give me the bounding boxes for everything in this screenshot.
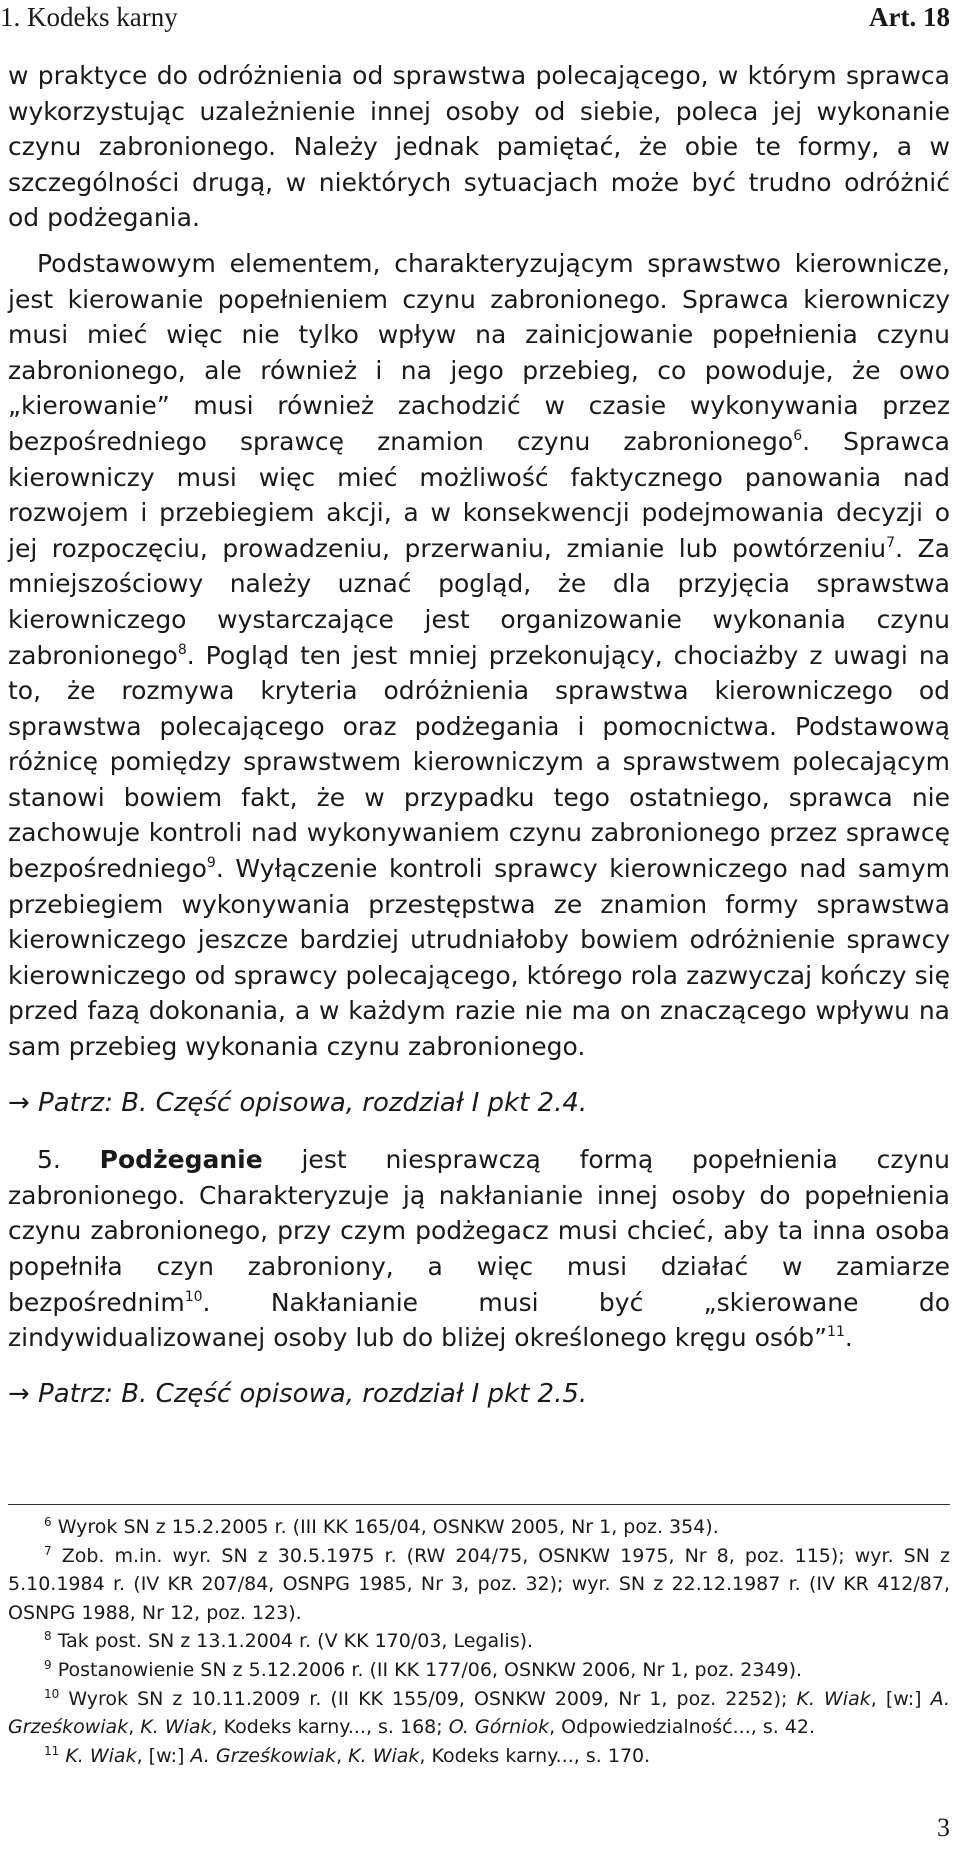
footnote-text: , Kodeks karny..., s. 168;: [211, 1716, 449, 1739]
term-bold: Podżeganie: [99, 1145, 263, 1175]
paragraph-podzeganie: [8, 1142, 950, 1356]
author-name: K. Wiak: [140, 1716, 212, 1739]
text-run: Podstawowym elementem, charakteryzującym sprawstwo kierownicze, jest kierowanie popełnieniem czynu zabronionego. Sprawca kierowniczy musi mieć więc nie tylko wpływ na zainicjowanie popełnienia czynu zabronionego, ale również i na jego przebieg, co powoduje, że owo „kierowanie” musi również zachodzić w czasie wykonywania przez bezpośredniego sprawcę znamion czynu zabronionego: [8, 248, 950, 456]
author-name: A. Grześkowiak: [8, 1687, 950, 1739]
footnote-text: , Odpowiedzialność..., s. 42.: [549, 1716, 816, 1739]
text-run: . Sprawca kierowniczy musi więc mieć możliwość faktycznego panowania nad rozwojem i przebiegiem akcji, a w konsekwencji podejmowania decyzji o jej rozpoczęciu, prowadzeniu, przerwaniu, zmianie lub powtórzeniu: [8, 426, 950, 563]
page-number: 3: [937, 1813, 950, 1842]
cross-reference-link[interactable]: → Patrz: B. Część opisowa, rozdział I pkt 2.4.: [8, 1087, 588, 1118]
author-name: O. Górniok: [448, 1716, 550, 1739]
footnote-text: ,: [336, 1744, 349, 1767]
text-run: w praktyce do odróżnienia od sprawstwa polecającego, w którym sprawca wykorzystując uzależnienie innej osoby od siebie, poleca jej wykonanie czynu zabronionego. Należy jednak pamiętać, że obie te formy, a w szczególności drugą, w niektórych sytuacjach może być trudno odróżnić od podżegania.: [8, 61, 950, 233]
footnote-8: [8, 1627, 950, 1656]
text-run: . Za mniejszościowy należy uznać pogląd, że dla przyjęcia sprawstwa kierowniczego wystarczające jest organizowanie wykonania czynu zabronionego: [8, 533, 950, 670]
text-run: jest niesprawczą formą popełnienia czynu zabronionego. Charakteryzuje ją nakłanianie innej osoby do popełnienia czynu zabronionego, przy czym podżegacz musi chcieć, aby ta inna osoba popełniła czyn zabroniony, a więc musi działać w zamiarze bezpośrednim: [8, 1145, 950, 1317]
footnote-text: , Kodeks karny..., s. 170.: [419, 1744, 651, 1767]
author-name: K. Wiak: [65, 1744, 137, 1767]
footnote-ref-11[interactable]: 11: [827, 1324, 845, 1341]
footnote-ref-7[interactable]: 7: [886, 534, 896, 551]
footnote-number: 10: [44, 1686, 60, 1701]
chapter-title: 1. Kodeks karny: [0, 2, 178, 32]
footnote-number: 11: [44, 1743, 60, 1758]
footnote-9: [8, 1656, 950, 1685]
footnote-ref-8[interactable]: 8: [177, 641, 187, 658]
paragraph-continuation: [8, 58, 950, 236]
footnote-number: 7: [44, 1543, 52, 1558]
footnote-number: 6: [44, 1515, 52, 1529]
footnote-6: [8, 1513, 950, 1542]
article-number: Art. 18: [869, 2, 950, 32]
footnote-text: Zob. m.in. wyr. SN z 30.5.1975 r. (RW 204/75, OSNKW 1975, Nr 8, poz. 115); wyr. SN z 5.10.1984 r. (IV KR 207/84, OSNPG 1985, Nr 3, poz. 32); wyr. SN z 22.12.1987 r. (IV KR 412/87, OSNPG 1988, Nr 12, poz. 123).: [8, 1544, 950, 1624]
footnote-number: 8: [44, 1629, 52, 1644]
footnote-number: 9: [44, 1657, 52, 1672]
running-header: [0, 0, 960, 40]
text-run: .: [844, 1323, 853, 1353]
footnote-separator: [8, 1504, 950, 1505]
footnote-text: Wyrok SN z 15.2.2005 r. (III KK 165/04, OSNKW 2005, Nr 1, poz. 354).: [57, 1516, 719, 1538]
text-run: . Wyłączenie kontroli sprawcy kierowniczego nad samym przebiegiem wykonywania przestępstwa ze znamion formy sprawstwa kierowniczego jeszcze bardziej utrudniałoby bowiem odróżnienie sprawcy kierowniczego od sprawcy polecającego, którego rola zazwyczaj kończy się przed fazą dokonania, a w każdym razie nie ma on znaczącego wpływu na sam przebieg wykonania czynu zabronionego.: [8, 854, 950, 1062]
point-number: 5.: [37, 1145, 100, 1175]
footnote-text: , [w:]: [136, 1744, 191, 1767]
footnote-text: Tak post. SN z 13.1.2004 r. (V KK 170/03, Legalis).: [57, 1630, 534, 1653]
footnotes: [8, 1513, 950, 1770]
author-name: K. Wiak: [796, 1687, 871, 1710]
footnote-ref-10[interactable]: 10: [184, 1288, 203, 1305]
footnote-text: , [w:]: [870, 1687, 931, 1710]
author-name: A. Grześkowiak: [190, 1744, 337, 1767]
footnote-10: [8, 1685, 950, 1742]
paragraph-sprawstwo-kierownicze: [8, 246, 950, 1065]
footnote-ref-6[interactable]: 6: [793, 427, 803, 444]
text-run: . Nakłanianie musi być „skierowane do zindywidualizowanej osoby lub do bliżej określonego kręgu osób”: [8, 1287, 950, 1353]
footnote-text: ,: [128, 1716, 141, 1739]
footnote-text: Postanowienie SN z 5.12.2006 r. (II KK 177/06, OSNKW 2006, Nr 1, poz. 2349).: [57, 1658, 803, 1681]
text-run: . Pogląd ten jest mniej przekonujący, chociażby z uwagi na to, że rozmywa kryteria odróżnienia sprawstwa kierowniczego od sprawstwa polecającego oraz podżegania i pomocnictwa. Podstawową różnicę pomiędzy sprawstwem kierowniczym a sprawstwem polecającym stanowi bowiem fakt, że w przypadku tego ostatniego, sprawca nie zachowuje kontroli nad wykonywaniem czynu zabronionego przez sprawcę bezpośredniego: [8, 640, 950, 884]
author-name: K. Wiak: [348, 1744, 420, 1767]
footnote-ref-9[interactable]: 9: [206, 855, 216, 872]
footnote-11: [8, 1742, 950, 1771]
main-text: [8, 58, 950, 1433]
cross-reference-link[interactable]: → Patrz: B. Część opisowa, rozdział I pkt 2.5.: [8, 1378, 588, 1409]
footnote-7: [8, 1542, 950, 1628]
footnote-text: Wyrok SN z 10.11.2009 r. (II KK 155/09, OSNKW 2009, Nr 1, poz. 2252);: [68, 1687, 797, 1710]
